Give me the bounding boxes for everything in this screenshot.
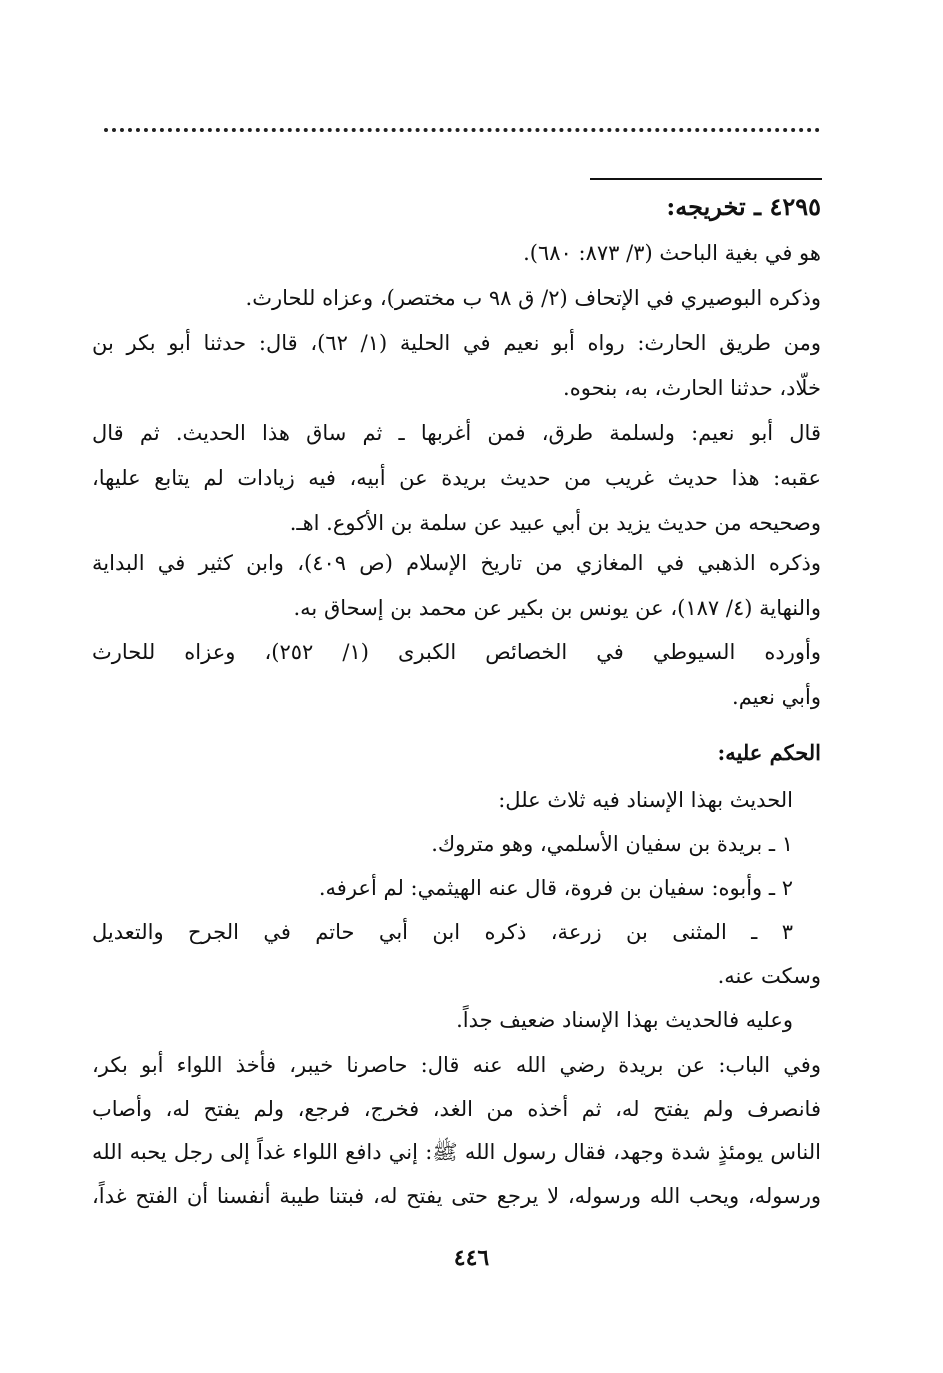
text-line: عقبه: هذا حديث غريب من حديث بريدة عن أبيه، فيه زيادات لم يتابع عليها، bbox=[92, 466, 821, 490]
hadith-takhrij-heading: ٤٢٩٥ ـ تخريجه: bbox=[666, 192, 821, 221]
text-line: وصحيحه من حديث يزيد بن أبي عبيد عن سلمة بن الأكوع. اهـ. bbox=[289, 511, 821, 535]
ruling-line: ١ ـ بريدة بن سفيان الأسلمي، وهو متروك. bbox=[431, 832, 793, 856]
text-line: وأورده السيوطي في الخصائص الكبرى (١/ ٢٥٢)، وعزاه للحارث bbox=[92, 640, 821, 664]
ruling-line: وسكت عنه. bbox=[717, 964, 821, 988]
ruling-line: فانصرف ولم يفتح له، ثم أخذه من الغد، فخرج، فرجع، ولم يفتح له، وأصاب bbox=[92, 1097, 821, 1121]
page-number: ٤٤٦ bbox=[453, 1245, 490, 1271]
text-line: وذكره البوصيري في الإتحاف (٢/ ق ٩٨ ب مختصر)، وعزاه للحارث. bbox=[245, 286, 821, 310]
ruling-line: ٢ ـ وأبوه: سفيان بن فروة، قال عنه الهيثمي: لم أعرفه. bbox=[318, 876, 793, 900]
text-line: هو في بغية الباحث (٣/ ٨٧٣: ٦٨٠). bbox=[523, 241, 821, 265]
ruling-heading: الحكم عليه: bbox=[717, 740, 821, 765]
ruling-line: وفي الباب: عن بريدة رضي الله عنه قال: حاصرنا خيبر، فأخذ اللواء أبو بكر، bbox=[92, 1053, 821, 1077]
text-line: قال أبو نعيم: ولسلمة طرق، فمن أغربها ـ ثم ساق هذا الحديث. ثم قال bbox=[92, 421, 821, 445]
ruling-line: الناس يومئذٍ شدة وجهد، فقال رسول الله ﷺ: إني دافع اللواء غداً إلى رجل يحبه الله bbox=[92, 1140, 821, 1164]
ruling-line: ورسوله، ويحب الله ورسوله، لا يرجع حتى يفتح له، فبتنا طيبة أنفسنا أن الفتح غداً، bbox=[92, 1184, 821, 1208]
text-line: ومن طريق الحارث: رواه أبو نعيم في الحلية (١/ ٦٢)، قال: حدثنا أبو بكر بن bbox=[92, 331, 822, 355]
ruling-line: ٣ ـ المثنى بن زرعة، ذكره ابن أبي حاتم في الجرح والتعديل bbox=[92, 920, 793, 944]
footnote-rule bbox=[590, 178, 822, 180]
text-line: خلّاد، حدثنا الحارث، به، بنحوه. bbox=[563, 376, 821, 400]
ruling-line: الحديث بهذا الإسناد فيه ثلاث علل: bbox=[498, 788, 793, 812]
text-line: وأبي نعيم. bbox=[732, 685, 821, 709]
text-line: والنهاية (٤/ ١٨٧)، عن يونس بن بكير عن محمد بن إسحاق به. bbox=[293, 596, 821, 620]
dotted-separator bbox=[104, 116, 820, 132]
ruling-line: وعليه فالحديث بهذا الإسناد ضعيف جداً. bbox=[456, 1008, 793, 1032]
text-line: وذكره الذهبي في المغازي من تاريخ الإسلام (ص ٤٠٩)، وابن كثير في البداية bbox=[92, 551, 821, 575]
